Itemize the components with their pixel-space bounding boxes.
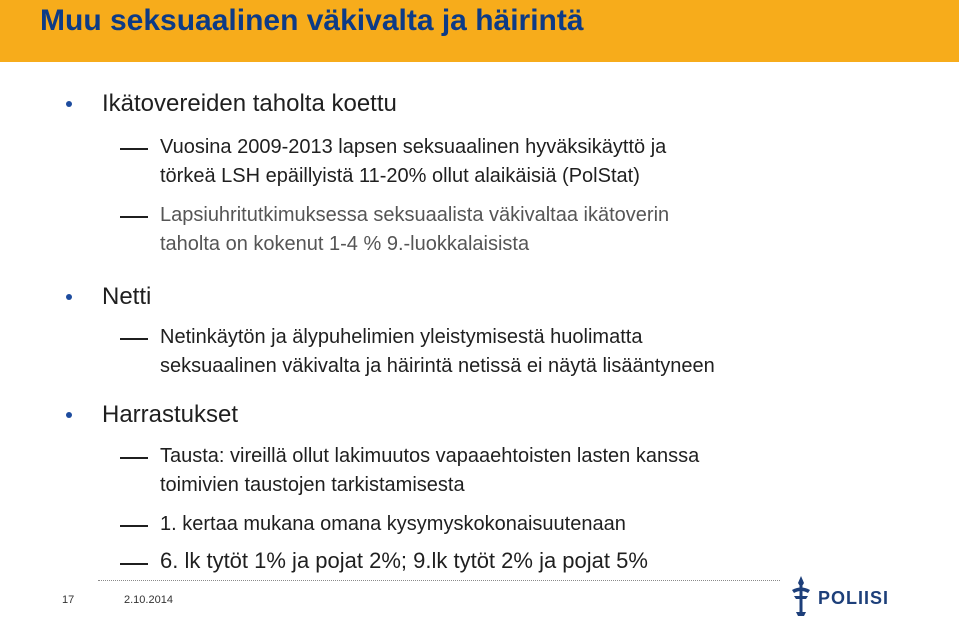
bullet-dot xyxy=(66,412,72,418)
bullet-harrastukset: Harrastukset xyxy=(102,401,239,428)
sub-bullet-text: toimivien taustojen tarkistamisesta xyxy=(160,474,465,496)
bullet-dot xyxy=(66,101,72,107)
sub-bullet-dash xyxy=(120,216,148,218)
sub-bullet-dash xyxy=(120,338,148,340)
sub-bullet-text: 1. kertaa mukana omana kysymyskokonaisuutenaan xyxy=(160,513,626,535)
sub-bullet-text: Tausta: vireillä ollut lakimuutos vapaaehtoisten lasten kanssa xyxy=(160,445,700,467)
sub-bullet-dash xyxy=(120,148,148,150)
sub-bullet-text: seksuaalinen väkivalta ja häirintä netissä ei näytä lisääntyneen xyxy=(160,355,715,377)
sub-bullet-text: törkeä LSH epäillyistä 11-20% ollut alaikäisiä (PolStat) xyxy=(160,165,640,187)
poliisi-logo xyxy=(788,574,888,618)
bullet-dot xyxy=(66,294,72,300)
footer-date: 2.10.2014 xyxy=(124,594,173,606)
sub-bullet-text: Lapsiuhritutkimuksessa seksuaalista väkivaltaa ikätoverin xyxy=(160,204,670,226)
sub-bullet-dash xyxy=(120,563,148,565)
police-emblem-icon xyxy=(788,574,814,618)
bullet-ikatovereiden: Ikätovereiden taholta koettu xyxy=(102,90,397,117)
slide-title: Muu seksuaalinen väkivalta ja häirintä xyxy=(40,4,584,37)
sub-bullet-dash xyxy=(120,525,148,527)
sub-bullet-dash xyxy=(120,457,148,459)
sub-bullet-text: Vuosina 2009-2013 lapsen seksuaalinen hyväksikäyttö ja xyxy=(160,136,667,158)
footer-divider xyxy=(98,580,780,582)
sub-bullet-text: Netinkäytön ja älypuhelimien yleistymisestä huolimatta xyxy=(160,326,643,348)
sub-bullet-text: taholta on kokenut 1-4 % 9.-luokkalaisista xyxy=(160,233,530,255)
slide-number: 17 xyxy=(62,594,75,606)
sub-bullet-text: 6. lk tytöt 1% ja pojat 2%; 9.lk tytöt 2% ja pojat 5% xyxy=(160,548,648,573)
logo-text: POLIISI xyxy=(818,588,890,608)
bullet-netti: Netti xyxy=(102,283,152,310)
